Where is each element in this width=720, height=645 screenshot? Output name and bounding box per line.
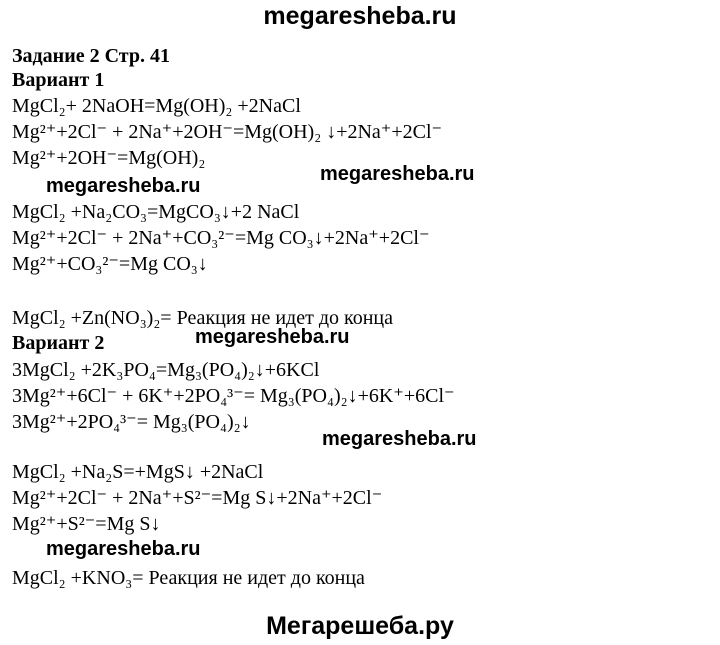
watermark-middle: megaresheba.ru bbox=[46, 538, 201, 560]
equation-line: MgCl₂ +Na₂CO₃=MgCO₃↓+2 NaCl bbox=[12, 201, 300, 223]
variant-1-heading: Вариант 1 bbox=[12, 69, 105, 91]
equation-line: MgCl₂+ 2NaOH=Mg(OH)₂ +2NaCl bbox=[12, 95, 301, 117]
equation-line: MgCl₂ +Na₂S=+MgS↓ +2NaCl bbox=[12, 461, 264, 483]
variant-2-heading: Вариант 2 bbox=[12, 332, 105, 354]
equation-line: 3MgCl₂ +2K₃PO₄=Mg₃(PO₄)₂↓+6KCl bbox=[12, 359, 320, 381]
equation-line: Mg²⁺+S²⁻=Mg S↓ bbox=[12, 513, 161, 535]
watermark-middle: megaresheba.ru bbox=[322, 428, 477, 450]
equation-line: Mg²⁺+2Cl⁻ + 2Na⁺+S²⁻=Mg S↓+2Na⁺+2Cl⁻ bbox=[12, 487, 383, 509]
equation-line: Mg²⁺+CO₃²⁻=Mg CO₃↓ bbox=[12, 253, 208, 275]
equation-line: 3Mg²⁺+6Cl⁻ + 6K⁺+2PO₄³⁻= Mg₃(PO₄)₂↓+6K⁺+6Cl⁻ bbox=[12, 385, 455, 407]
watermark-top: megaresheba.ru bbox=[263, 2, 457, 30]
task-heading: Задание 2 Стр. 41 bbox=[12, 45, 170, 67]
watermark-middle: megaresheba.ru bbox=[320, 163, 475, 185]
equation-line: Mg²⁺+2Cl⁻ + 2Na⁺+2OH⁻=Mg(OH)₂ ↓+2Na⁺+2Cl⁻ bbox=[12, 121, 443, 143]
equation-line: Mg²⁺+2Cl⁻ + 2Na⁺+CO₃²⁻=Mg CO₃↓+2Na⁺+2Cl⁻ bbox=[12, 227, 430, 249]
equation-line: Mg²⁺+2OH⁻=Mg(OH)₂ bbox=[12, 147, 206, 169]
equation-line: MgCl₂ +Zn(NO₃)₂= Реакция не идет до конца bbox=[12, 307, 393, 329]
watermark-middle: megaresheba.ru bbox=[46, 175, 201, 197]
equation-line: 3Mg²⁺+2PO₄³⁻= Mg₃(PO₄)₂↓ bbox=[12, 411, 251, 433]
equation-line: MgCl₂ +KNO₃= Реакция не идет до конца bbox=[12, 567, 365, 589]
watermark-bottom: Мегарешеба.ру bbox=[266, 612, 454, 640]
watermark-middle: megaresheba.ru bbox=[195, 326, 350, 348]
